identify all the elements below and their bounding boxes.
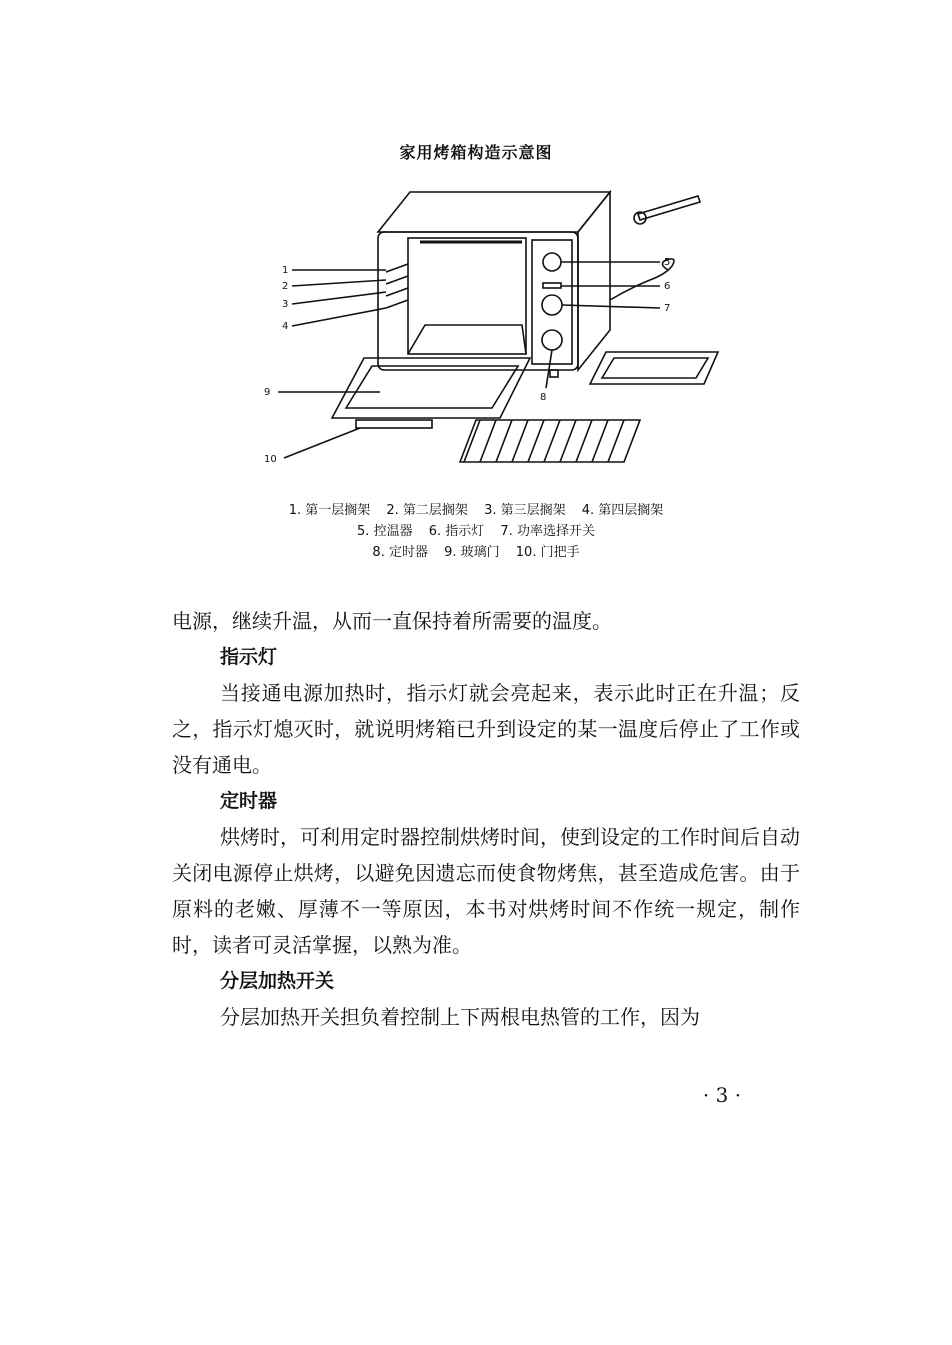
paragraph-timer: 烘烤时，可利用定时器控制烘烤时间，使到设定的工作时间后自动关闭电源停止烘烤，以避免因遗忘而使食物烤焦，甚至造成危害。由于原料的老嫩、厚薄不一等原因，本书对烘烤时间不作统一规定，制作时，读者可灵活掌握，以熟为准。	[172, 825, 800, 957]
callout-6: 6	[664, 281, 671, 292]
callout-7: 7	[664, 303, 671, 314]
body-text	[172, 603, 800, 1035]
paragraph-layer-switch: 分层加热开关担负着控制上下两根电热管的工作，因为	[220, 1005, 700, 1029]
legend-item: 8. 定时器	[372, 545, 428, 560]
legend-item: 10. 门把手	[515, 545, 580, 560]
oven-illustration	[260, 180, 720, 480]
legend-item: 3. 第三层搁架	[484, 503, 566, 518]
page-number: · 3 ·	[702, 1083, 742, 1107]
callout-5: 5	[664, 257, 671, 268]
legend-item: 7. 功率选择开关	[500, 524, 595, 539]
callout-10: 10	[264, 454, 277, 465]
callout-9: 9	[264, 387, 271, 398]
legend-item: 2. 第二层搁架	[386, 503, 468, 518]
heading-layer-switch: 分层加热开关	[220, 970, 335, 992]
legend-line	[0, 521, 952, 542]
callout-4: 4	[282, 321, 289, 332]
legend-item: 5. 控温器	[357, 524, 413, 539]
callout-1: 1	[282, 265, 289, 276]
legend-item: 4. 第四层搁架	[581, 503, 664, 518]
callout-2: 2	[282, 281, 289, 292]
heading-indicator-light: 指示灯	[220, 646, 278, 668]
legend-item: 6. 指示灯	[428, 524, 485, 539]
callout-8: 8	[540, 392, 547, 403]
paragraph-continuation: 电源，继续升温，从而一直保持着所需要的温度。	[172, 609, 612, 633]
figure-title: 家用烤箱构造示意图	[399, 143, 553, 162]
legend-item: 1. 第一层搁架	[288, 503, 371, 518]
legend-item: 9. 玻璃门	[444, 545, 500, 560]
oven-diagram	[260, 180, 720, 480]
figure-legend	[0, 500, 952, 563]
paragraph-indicator-light: 当接通电源加热时，指示灯就会亮起来，表示此时正在升温；反之，指示灯熄灭时，就说明烤箱已升到设定的某一温度后停止了工作或没有通电。	[172, 681, 800, 777]
legend-line	[0, 542, 952, 563]
legend-line	[0, 500, 952, 521]
callout-3: 3	[282, 299, 289, 310]
heading-timer: 定时器	[220, 790, 278, 812]
